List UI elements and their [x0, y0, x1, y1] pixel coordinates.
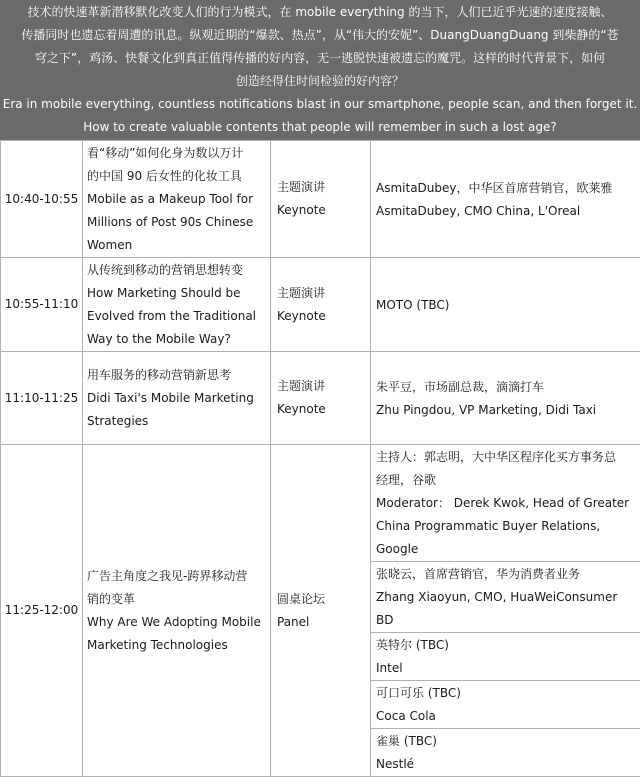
type-en: Keynote: [277, 199, 366, 222]
panel-speaker: [371, 562, 640, 633]
type-zh: 圆桌论坛: [277, 588, 366, 611]
intro-zh-line-2: 传播同时也遗忘着周遭的讯息。纵观近期的“爆款、热点”，从“伟大的安妮”、DuangDuangDuang 到柴静的“苍: [0, 24, 640, 47]
table-row: [1, 141, 640, 258]
session-topic: [83, 352, 271, 445]
topic-line: 的中国 90 后女性的化妆工具: [87, 165, 266, 188]
session-speaker: [371, 258, 640, 352]
session-type: [271, 141, 371, 258]
speaker-line: Intel: [376, 657, 636, 680]
topic-line: Strategies: [87, 410, 266, 433]
topic-line: Women: [87, 234, 266, 257]
type-en: Panel: [277, 611, 366, 634]
speaker-line: 雀巢 (TBC): [376, 730, 636, 753]
speaker-line: 张晓云，首席营销官，华为消费者业务: [376, 563, 636, 586]
session-time: 11:10-11:25: [1, 352, 83, 445]
session-speaker: [371, 352, 640, 445]
topic-line: Mobile as a Makeup Tool for: [87, 188, 266, 211]
session-speaker: [371, 141, 640, 258]
type-en: Keynote: [277, 398, 366, 421]
panel-speaker: [371, 681, 640, 729]
panel-moderator: [371, 445, 640, 562]
speaker-line: 经理，谷歌: [376, 469, 636, 492]
topic-line: Didi Taxi's Mobile Marketing: [87, 387, 266, 410]
session-time: 11:25-12:00: [1, 445, 83, 777]
speaker-line: 朱平豆，市场副总裁，滴滴打车: [376, 376, 636, 399]
topic-line: Way to the Mobile Way?: [87, 328, 266, 351]
table-row: [1, 352, 640, 445]
speaker-line: Moderator： Derek Kwok, Head of Greater: [376, 492, 636, 515]
session-type: [271, 445, 371, 777]
topic-line: Why Are We Adopting Mobile: [87, 611, 266, 634]
type-en: Keynote: [277, 305, 366, 328]
session-topic: [83, 445, 271, 777]
speaker-line: MOTO (TBC): [376, 294, 636, 317]
type-zh: 主题演讲: [277, 375, 366, 398]
type-zh: 主题演讲: [277, 176, 366, 199]
agenda-table: [0, 140, 640, 777]
session-topic: [83, 258, 271, 352]
speaker-line: 主持人：郭志明，大中华区程序化买方事务总: [376, 446, 636, 469]
session-type: [271, 258, 371, 352]
speaker-line: 英特尔 (TBC): [376, 634, 636, 657]
session-topic: [83, 141, 271, 258]
intro-zh-line-3: 穹之下”，鸡汤、快餐文化到真正值得传播的好内容，无一逃脱快速被遗忘的魔咒。这样的时代背景下，如何: [0, 47, 640, 70]
speaker-line: Zhang Xiaoyun, CMO, HuaWeiConsumer: [376, 586, 636, 609]
session-time: 10:55-11:10: [1, 258, 83, 352]
intro-zh-line-1: 技术的快速革新潜移默化改变人们的行为模式，在 mobile everything 的当下，人们已近乎光速的速度接触、: [0, 1, 640, 24]
type-zh: 主题演讲: [277, 282, 366, 305]
topic-line: Marketing Technologies: [87, 634, 266, 657]
topic-line: 从传统到移动的营销思想转变: [87, 259, 266, 282]
topic-line: 广告主角度之我见-跨界移动营: [87, 565, 266, 588]
topic-line: 用车服务的移动营销新思考: [87, 364, 266, 387]
speaker-line: Zhu Pingdou, VP Marketing, Didi Taxi: [376, 399, 636, 422]
panel-speaker: [371, 729, 640, 777]
speaker-line: Coca Cola: [376, 705, 636, 728]
speaker-line: Nestlé: [376, 753, 636, 776]
intro-en-line-2: How to create valuable contents that people will remember in such a lost age?: [0, 116, 640, 139]
session-time: 10:40-10:55: [1, 141, 83, 258]
panel-speaker: [371, 633, 640, 681]
topic-line: 看“移动”如何化身为数以万计: [87, 142, 266, 165]
table-row: [1, 258, 640, 352]
intro-zh-line-4: 创造经得住时间检验的好内容？: [0, 70, 640, 93]
topic-line: Evolved from the Traditional: [87, 305, 266, 328]
topic-line: 销的变革: [87, 588, 266, 611]
intro-banner: [0, 0, 640, 140]
speaker-line: Google: [376, 538, 636, 561]
speaker-line: BD: [376, 609, 636, 632]
speaker-line: AsmitaDubey, CMO China, L'Oreal: [376, 200, 636, 223]
topic-line: How Marketing Should be: [87, 282, 266, 305]
speaker-line: 可口可乐 (TBC): [376, 682, 636, 705]
speaker-line: AsmitaDubey，中华区首席营销官，欧莱雅: [376, 177, 636, 200]
topic-line: Millions of Post 90s Chinese: [87, 211, 266, 234]
intro-en-line-1: Era in mobile everything, countless notifications blast in our smartphone, people scan, and then forget it.: [0, 93, 640, 116]
session-type: [271, 352, 371, 445]
table-row: [1, 445, 640, 562]
speaker-line: China Programmatic Buyer Relations,: [376, 515, 636, 538]
